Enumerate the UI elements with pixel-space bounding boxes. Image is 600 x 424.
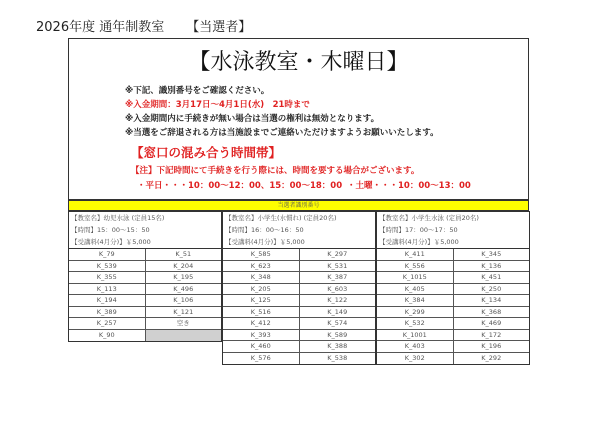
notice-line: ※当選をご辞退される方は当施設までご連絡いただけますようお願いいたします。	[125, 128, 439, 138]
id-cell: K_205	[250, 284, 271, 293]
saturday-hours: ・土曜・・・10：00～13：00	[347, 181, 471, 191]
class-panel	[376, 211, 530, 365]
id-cell: K_384	[404, 296, 425, 304]
class-fee: 【受講料(4月分)】￥5,000	[71, 238, 151, 246]
id-cell: K_460	[250, 342, 271, 350]
id-cell: K_469	[453, 318, 530, 329]
table-row	[377, 330, 529, 342]
table-row	[223, 318, 375, 330]
notice-box	[68, 38, 529, 200]
id-cell: K_195	[145, 272, 222, 283]
class-time: 【時間】17：00～17：50	[379, 226, 458, 234]
id-cell: K_603	[299, 284, 376, 295]
table-row	[69, 307, 221, 319]
busy-hours-title: 【窓口の混み合う時間帯】	[131, 145, 282, 160]
table-row	[69, 284, 221, 296]
class-name: 【教室名】小学生水泳 (定員20名)	[379, 214, 479, 222]
id-cell: K_623	[250, 261, 271, 270]
id-cell	[145, 330, 222, 342]
class-info	[223, 212, 375, 249]
id-cell: K_250	[453, 284, 530, 295]
id-cell: K_345	[453, 249, 530, 260]
id-cell: K_451	[453, 272, 530, 283]
id-cell: K_121	[145, 307, 222, 318]
id-cell: K_403	[404, 342, 425, 350]
notice-line: ※下記、識別番号をご確認ください。	[125, 86, 270, 96]
weekday-hours: ・平日・・・10：00～12：00、15：00～18：00	[137, 181, 343, 191]
id-cell: K_516	[250, 307, 271, 316]
id-cell: K_538	[299, 353, 376, 365]
year-title: 2026年度 通年制教室	[36, 20, 165, 35]
id-cell: K_149	[299, 307, 376, 318]
id-cell: K_348	[250, 273, 271, 281]
table-row	[223, 295, 375, 307]
table-row	[377, 272, 529, 284]
id-cell: K_79	[98, 250, 115, 258]
id-cell: K_405	[404, 284, 425, 293]
document-title	[36, 16, 251, 35]
table-row	[69, 272, 221, 284]
id-cell: 空き	[145, 318, 222, 329]
table-row	[69, 295, 221, 307]
id-cell: K_196	[453, 341, 530, 352]
winners-label: 【当選者】	[186, 20, 252, 35]
class-fee: 【受講料(4月分)】￥5,000	[225, 238, 305, 246]
id-cell: K_589	[299, 330, 376, 341]
table-row	[223, 261, 375, 273]
table-row	[69, 330, 221, 342]
table-row	[223, 249, 375, 261]
table-row	[223, 284, 375, 296]
table-row	[223, 272, 375, 284]
id-cell: K_172	[453, 330, 530, 341]
id-cell: K_122	[299, 295, 376, 306]
table-row	[377, 284, 529, 296]
id-cell: K_106	[145, 295, 222, 306]
class-fee: 【受講料(4月分)】￥5,000	[379, 238, 459, 246]
id-cell: K_136	[453, 261, 530, 272]
table-row	[377, 295, 529, 307]
table-row	[223, 341, 375, 353]
id-cell: K_292	[453, 353, 530, 365]
id-cell: K_585	[250, 250, 271, 258]
busy-note: 【注】下記時間にて手続きを行う際には、時間を要する場合がございます。	[131, 166, 420, 176]
table-row	[69, 249, 221, 261]
id-cell: K_556	[404, 261, 425, 270]
id-cell: K_387	[299, 272, 376, 283]
id-cell: K_194	[96, 296, 117, 304]
id-cell: K_355	[96, 273, 117, 281]
id-cell: K_125	[250, 296, 271, 304]
id-cell: K_1015	[402, 273, 427, 281]
table-row	[223, 353, 375, 365]
class-time: 【時間】16：00～16：50	[225, 226, 304, 234]
class-name: 【教室名】幼児水泳 (定員15名)	[71, 214, 165, 222]
notice-line: ※入金期間内に手続きが無い場合は当選の権利は無効となります。	[125, 114, 380, 124]
table-row	[377, 261, 529, 273]
table-row	[69, 318, 221, 330]
class-info	[69, 212, 221, 249]
class-panel	[222, 211, 376, 365]
id-cell: K_113	[96, 284, 117, 293]
class-info	[377, 212, 529, 249]
id-cell: K_297	[299, 249, 376, 260]
id-cell: K_1001	[402, 330, 427, 339]
id-cell: K_90	[98, 330, 115, 339]
id-cell: K_302	[404, 353, 425, 362]
id-cell: K_299	[404, 307, 425, 316]
table-row	[377, 353, 529, 365]
payment-period: ※入金期間：3月17日～4月1日(水) 21時まで	[125, 100, 310, 110]
id-cell: K_389	[96, 307, 117, 316]
table-row	[377, 318, 529, 330]
id-cell: K_411	[404, 250, 425, 258]
table-row	[223, 330, 375, 342]
table-row	[223, 307, 375, 319]
class-name: 【教室名】小学生(水慣れ) (定員20名)	[225, 214, 337, 222]
id-cell: K_204	[145, 261, 222, 272]
table-row	[377, 307, 529, 319]
table-row	[377, 249, 529, 261]
id-cell: K_532	[404, 319, 425, 327]
id-cell: K_496	[145, 284, 222, 295]
table-row	[69, 261, 221, 273]
class-title: 【水泳教室・木曜日】	[188, 50, 409, 75]
id-cell: K_539	[96, 261, 117, 270]
id-cell: K_531	[299, 261, 376, 272]
id-cell: K_134	[453, 295, 530, 306]
id-cell: K_412	[250, 319, 271, 327]
id-cell: K_388	[299, 341, 376, 352]
table-header: 当選者識別番号	[68, 200, 529, 211]
id-cell: K_574	[299, 318, 376, 329]
id-cell: K_51	[145, 249, 222, 260]
id-cell: K_576	[250, 353, 271, 362]
class-time: 【時間】15：00～15：50	[71, 226, 150, 234]
id-cell: K_257	[96, 319, 117, 327]
id-cell: K_393	[250, 330, 271, 339]
id-cell: K_368	[453, 307, 530, 318]
table-row	[377, 341, 529, 353]
class-panel	[68, 211, 222, 342]
